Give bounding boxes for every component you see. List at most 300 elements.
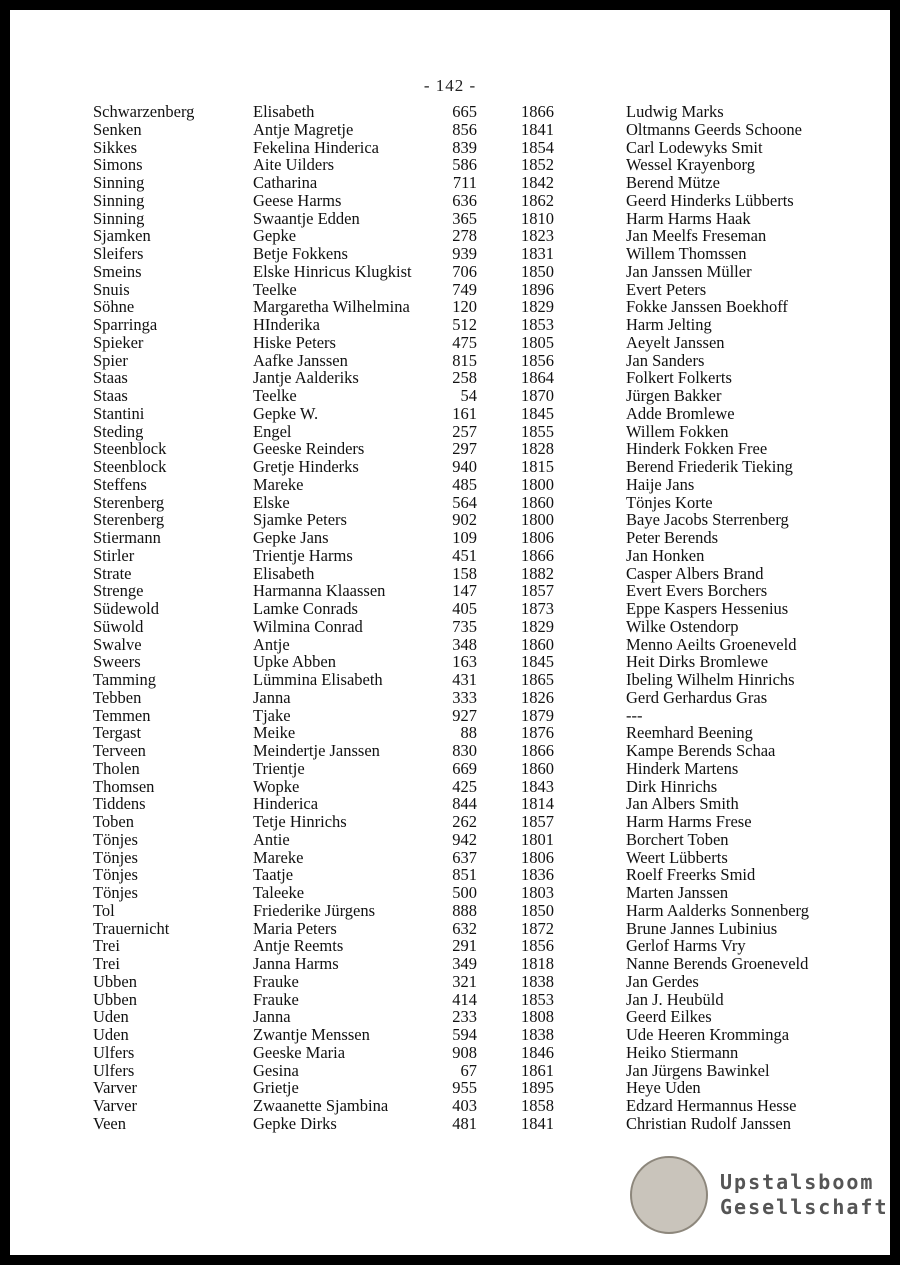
record-spouse: Harm Jelting xyxy=(626,315,712,334)
record-year: 1838 xyxy=(521,1025,554,1044)
record-spouse: Gerlof Harms Vry xyxy=(626,936,746,956)
record-given: Betje Fokkens xyxy=(253,244,348,263)
record-row xyxy=(93,760,853,778)
record-surname: Toben xyxy=(93,812,135,831)
record-row xyxy=(93,529,853,547)
record-surname: Uden xyxy=(93,1025,129,1044)
record-given: Harmanna Klaassen xyxy=(253,581,386,601)
record-given: Antje Magretje xyxy=(253,119,354,139)
record-year: 1866 xyxy=(521,545,554,565)
record-given: Jantje Aalderiks xyxy=(253,368,359,388)
record-spouse: Heye Uden xyxy=(626,1078,701,1098)
record-given: Geeske Maria xyxy=(253,1042,346,1062)
record-spouse: Fokke Janssen Boekhoff xyxy=(626,297,788,317)
record-given: Janna xyxy=(253,687,291,707)
record-surname: Tholen xyxy=(93,758,140,778)
record-row xyxy=(93,1079,853,1097)
record-row xyxy=(93,334,853,352)
record-spouse: Heit Dirks Bromlewe xyxy=(626,652,769,672)
record-year: 1841 xyxy=(521,119,554,139)
record-row xyxy=(93,937,853,955)
record-row xyxy=(93,671,853,689)
record-year: 1876 xyxy=(521,723,554,743)
record-row xyxy=(93,707,853,725)
record-year: 1873 xyxy=(521,599,554,618)
record-number: 594 xyxy=(452,1025,477,1044)
record-surname: Sjamken xyxy=(93,226,151,246)
record-year: 1842 xyxy=(521,173,554,192)
record-spouse: Ludwig Marks xyxy=(626,102,724,121)
record-row xyxy=(93,1062,853,1080)
society-logo xyxy=(630,1156,889,1234)
record-year: 1829 xyxy=(521,616,554,636)
record-given: Taatje xyxy=(253,865,294,885)
record-spouse: Willem Fokken xyxy=(626,421,729,441)
record-given: Aite Uilders xyxy=(253,155,335,175)
record-given: Elisabeth xyxy=(253,102,315,121)
record-spouse: Haije Jans xyxy=(626,474,695,494)
record-spouse: Harm Harms Frese xyxy=(626,812,752,831)
record-year: 1836 xyxy=(521,865,554,885)
record-spouse: Brune Jannes Lubinius xyxy=(626,918,778,938)
record-year: 1801 xyxy=(521,829,554,849)
record-row xyxy=(93,920,853,938)
record-number: 940 xyxy=(452,457,477,476)
record-row xyxy=(93,1115,853,1133)
record-year: 1829 xyxy=(521,297,554,317)
record-year: 1872 xyxy=(521,918,554,938)
record-row xyxy=(93,547,853,565)
record-year: 1879 xyxy=(521,705,554,725)
record-row xyxy=(93,369,853,387)
record-surname: Stantini xyxy=(93,403,145,423)
record-number: 161 xyxy=(452,403,477,423)
record-number: 706 xyxy=(452,261,477,281)
record-row xyxy=(93,902,853,920)
record-row xyxy=(93,1044,853,1062)
record-year: 1828 xyxy=(521,439,554,459)
record-given: Meindertje Janssen xyxy=(253,741,380,760)
record-spouse: Edzard Hermannus Hesse xyxy=(626,1096,797,1115)
record-number: 348 xyxy=(452,634,477,654)
record-spouse: Gerd Gerhardus Gras xyxy=(626,687,768,707)
record-year: 1850 xyxy=(521,261,554,281)
record-number: 665 xyxy=(452,102,477,121)
record-number: 955 xyxy=(452,1078,477,1098)
record-given: Wilmina Conrad xyxy=(253,616,363,636)
record-spouse: Jan Jürgens Bawinkel xyxy=(626,1060,770,1080)
record-year: 1814 xyxy=(521,794,554,814)
record-number: 67 xyxy=(460,1060,477,1080)
page-number: - 142 - xyxy=(423,76,477,95)
record-spouse: Menno Aeilts Groeneveld xyxy=(626,634,797,654)
record-number: 485 xyxy=(452,474,477,494)
record-row xyxy=(93,724,853,742)
logo-text xyxy=(720,1170,889,1220)
record-year: 1845 xyxy=(521,652,554,672)
record-given: Aafke Janssen xyxy=(253,350,348,370)
record-row xyxy=(93,795,853,813)
record-row xyxy=(93,245,853,263)
record-given: Gesina xyxy=(253,1060,299,1080)
record-spouse: Jan J. Heubüld xyxy=(626,989,724,1009)
record-surname: Tönjes xyxy=(93,865,138,885)
record-row xyxy=(93,210,853,228)
record-surname: Veen xyxy=(93,1113,126,1133)
record-row xyxy=(93,227,853,245)
record-row xyxy=(93,653,853,671)
record-year: 1806 xyxy=(521,528,554,547)
record-spouse: Baye Jacobs Sterrenberg xyxy=(626,510,789,530)
record-row xyxy=(93,955,853,973)
record-given: Antie xyxy=(253,829,290,849)
record-number: 586 xyxy=(452,155,477,175)
record-given: Gretje Hinderks xyxy=(253,457,359,476)
record-surname: Spieker xyxy=(93,332,144,352)
record-row xyxy=(93,387,853,405)
record-spouse: Jan Honken xyxy=(626,545,705,565)
record-row xyxy=(93,1008,853,1026)
record-number: 856 xyxy=(452,119,477,139)
record-year: 1845 xyxy=(521,403,554,423)
record-surname: Ulfers xyxy=(93,1060,135,1080)
record-surname: Steding xyxy=(93,421,144,441)
record-surname: Temmen xyxy=(93,705,151,725)
record-year: 1818 xyxy=(521,954,554,973)
record-row xyxy=(93,139,853,157)
record-spouse: Harm Harms Haak xyxy=(626,208,751,228)
record-number: 349 xyxy=(452,954,477,973)
record-given: Gepke xyxy=(253,226,297,246)
record-number: 403 xyxy=(452,1096,477,1115)
record-surname: Tamming xyxy=(93,670,157,689)
record-given: Lamke Conrads xyxy=(253,599,358,618)
record-surname: Sinning xyxy=(93,173,145,192)
record-number: 711 xyxy=(452,173,477,192)
record-spouse: Wilke Ostendorp xyxy=(626,616,739,636)
record-given: Antje xyxy=(253,634,290,654)
record-spouse: Peter Berends xyxy=(626,528,719,547)
record-number: 262 xyxy=(452,812,477,831)
record-spouse: Oltmanns Geerds Schoone xyxy=(626,119,802,139)
record-surname: Stiermann xyxy=(93,528,161,547)
record-spouse: Jan Gerdes xyxy=(626,971,699,991)
record-spouse: Geerd Eilkes xyxy=(626,1007,712,1027)
record-number: 158 xyxy=(452,563,477,583)
record-given: Maria Peters xyxy=(253,918,337,938)
record-year: 1860 xyxy=(521,758,554,778)
record-given: Teelke xyxy=(253,279,297,299)
record-number: 839 xyxy=(452,137,477,157)
record-number: 500 xyxy=(452,883,477,902)
record-given: Teelke xyxy=(253,386,297,405)
seal-icon xyxy=(630,1156,708,1234)
record-surname: Sleifers xyxy=(93,244,144,263)
record-given: Lümmina Elisabeth xyxy=(253,670,383,689)
record-year: 1831 xyxy=(521,244,554,263)
record-surname: Stirler xyxy=(93,545,135,565)
record-list xyxy=(93,103,853,1133)
record-spouse: Jan Sanders xyxy=(626,350,705,370)
record-row xyxy=(93,494,853,512)
record-number: 147 xyxy=(452,581,477,601)
record-spouse: Ude Heeren Kromminga xyxy=(626,1025,790,1044)
record-year: 1852 xyxy=(521,155,554,175)
record-spouse: Christian Rudolf Janssen xyxy=(626,1113,791,1133)
record-number: 564 xyxy=(452,492,477,512)
record-year: 1805 xyxy=(521,332,554,352)
record-number: 431 xyxy=(452,670,477,689)
record-spouse: Marten Janssen xyxy=(626,883,729,902)
record-given: Geeske Reinders xyxy=(253,439,365,459)
record-surname: Uden xyxy=(93,1007,129,1027)
record-given: Geese Harms xyxy=(253,190,342,210)
record-number: 735 xyxy=(452,616,477,636)
record-spouse: Willem Thomssen xyxy=(626,244,747,263)
record-surname: Söhne xyxy=(93,297,135,317)
record-year: 1800 xyxy=(521,510,554,530)
record-row xyxy=(93,778,853,796)
record-year: 1864 xyxy=(521,368,554,388)
record-year: 1862 xyxy=(521,190,554,210)
record-number: 749 xyxy=(452,279,477,299)
record-row xyxy=(93,866,853,884)
record-row xyxy=(93,174,853,192)
record-given: Gepke Dirks xyxy=(253,1113,337,1133)
record-number: 233 xyxy=(452,1007,477,1027)
record-surname: Spier xyxy=(93,350,128,370)
record-surname: Schwarzenberg xyxy=(93,102,195,121)
record-spouse: Adde Bromlewe xyxy=(626,403,735,423)
record-given: Swaantje Edden xyxy=(253,208,360,228)
record-spouse: Eppe Kaspers Hessenius xyxy=(626,599,789,618)
record-given: Zwantje Menssen xyxy=(253,1025,370,1044)
record-spouse: Jan Janssen Müller xyxy=(626,261,752,281)
record-number: 888 xyxy=(452,900,477,920)
record-surname: Trei xyxy=(93,936,120,956)
record-number: 908 xyxy=(452,1042,477,1062)
record-number: 637 xyxy=(452,847,477,867)
record-given: Frauke xyxy=(253,971,299,991)
record-surname: Terveen xyxy=(93,741,146,760)
record-spouse: Weert Lübberts xyxy=(626,847,728,867)
logo-line-2: Gesellschaft xyxy=(720,1195,889,1219)
record-year: 1861 xyxy=(521,1060,554,1080)
record-surname: Snuis xyxy=(93,279,130,299)
record-row xyxy=(93,440,853,458)
record-number: 297 xyxy=(452,439,477,459)
record-surname: Trauernicht xyxy=(93,918,170,938)
record-spouse: Berend Mütze xyxy=(626,173,720,192)
record-number: 291 xyxy=(452,936,477,956)
record-spouse: Harm Aalderks Sonnenberg xyxy=(626,900,809,920)
record-number: 109 xyxy=(452,528,477,547)
record-row xyxy=(93,689,853,707)
record-number: 54 xyxy=(460,386,477,405)
record-surname: Steenblock xyxy=(93,439,167,459)
record-number: 120 xyxy=(452,297,477,317)
record-year: 1803 xyxy=(521,883,554,902)
record-surname: Sinning xyxy=(93,190,145,210)
record-spouse: Borchert Toben xyxy=(626,829,729,849)
record-given: Wopke xyxy=(253,776,300,796)
document-page xyxy=(10,10,890,1255)
logo-line-1: Upstalsboom xyxy=(720,1170,875,1194)
record-spouse: Jürgen Bakker xyxy=(626,386,722,405)
record-surname: Staas xyxy=(93,386,128,405)
record-number: 902 xyxy=(452,510,477,530)
record-given: Margaretha Wilhelmina xyxy=(253,297,410,317)
record-row xyxy=(93,156,853,174)
record-surname: Steenblock xyxy=(93,457,167,476)
record-given: Hinderica xyxy=(253,794,319,814)
record-number: 844 xyxy=(452,794,477,814)
record-surname: Varver xyxy=(93,1096,137,1115)
record-year: 1866 xyxy=(521,102,554,121)
record-year: 1896 xyxy=(521,279,554,299)
record-surname: Swalve xyxy=(93,634,142,654)
record-surname: Sterenberg xyxy=(93,492,165,512)
record-row xyxy=(93,263,853,281)
record-year: 1855 xyxy=(521,421,554,441)
record-number: 88 xyxy=(460,723,477,743)
record-surname: Steffens xyxy=(93,474,147,494)
record-given: Frauke xyxy=(253,989,299,1009)
record-year: 1857 xyxy=(521,581,554,601)
record-number: 942 xyxy=(452,829,477,849)
record-surname: Ulfers xyxy=(93,1042,135,1062)
record-number: 258 xyxy=(452,368,477,388)
record-given: Elisabeth xyxy=(253,563,315,583)
record-spouse: Casper Albers Brand xyxy=(626,563,764,583)
record-number: 815 xyxy=(452,350,477,370)
record-year: 1870 xyxy=(521,386,554,405)
record-spouse: Heiko Stiermann xyxy=(626,1042,739,1062)
record-spouse: Wessel Krayenborg xyxy=(626,155,755,175)
record-year: 1860 xyxy=(521,492,554,512)
record-year: 1853 xyxy=(521,989,554,1009)
record-row xyxy=(93,849,853,867)
record-number: 475 xyxy=(452,332,477,352)
record-spouse: Tönjes Korte xyxy=(626,492,713,512)
record-year: 1856 xyxy=(521,350,554,370)
record-spouse: Dirk Hinrichs xyxy=(626,776,718,796)
record-year: 1826 xyxy=(521,687,554,707)
record-year: 1810 xyxy=(521,208,554,228)
record-surname: Staas xyxy=(93,368,128,388)
record-spouse: Carl Lodewyks Smit xyxy=(626,137,763,157)
record-spouse: Folkert Folkerts xyxy=(626,368,732,388)
record-number: 405 xyxy=(452,599,477,618)
record-spouse: Jan Albers Smith xyxy=(626,794,739,814)
record-spouse: Aeyelt Janssen xyxy=(626,332,725,352)
record-surname: Thomsen xyxy=(93,776,155,796)
record-year: 1860 xyxy=(521,634,554,654)
record-given: Hiske Peters xyxy=(253,332,336,352)
record-year: 1882 xyxy=(521,563,554,583)
record-surname: Sweers xyxy=(93,652,141,672)
record-surname: Tebben xyxy=(93,687,142,707)
record-row xyxy=(93,565,853,583)
record-surname: Tol xyxy=(93,900,115,920)
record-year: 1846 xyxy=(521,1042,554,1062)
record-number: 257 xyxy=(452,421,477,441)
record-row xyxy=(93,582,853,600)
record-given: Tjake xyxy=(253,705,291,725)
record-given: Trientje Harms xyxy=(253,545,353,565)
record-given: Mareke xyxy=(253,847,304,867)
record-spouse: Geerd Hinderks Lübberts xyxy=(626,190,794,210)
record-given: HInderika xyxy=(253,315,320,334)
record-number: 939 xyxy=(452,244,477,263)
record-number: 851 xyxy=(452,865,477,885)
record-row xyxy=(93,511,853,529)
record-row xyxy=(93,973,853,991)
record-number: 425 xyxy=(452,776,477,796)
record-number: 481 xyxy=(452,1113,477,1133)
record-year: 1895 xyxy=(521,1078,554,1098)
record-surname: Strenge xyxy=(93,581,144,601)
record-number: 512 xyxy=(452,315,477,334)
record-year: 1800 xyxy=(521,474,554,494)
record-number: 333 xyxy=(452,687,477,707)
record-surname: Trei xyxy=(93,954,120,973)
record-year: 1865 xyxy=(521,670,554,689)
record-year: 1866 xyxy=(521,741,554,760)
record-spouse: Roelf Freerks Smid xyxy=(626,865,756,885)
record-spouse: Nanne Berends Groeneveld xyxy=(626,954,809,973)
record-surname: Varver xyxy=(93,1078,137,1098)
record-given: Fekelina Hinderica xyxy=(253,137,379,157)
record-number: 278 xyxy=(452,226,477,246)
record-row xyxy=(93,423,853,441)
record-row xyxy=(93,636,853,654)
record-given: Janna xyxy=(253,1007,291,1027)
record-surname: Süwold xyxy=(93,616,144,636)
record-given: Zwaanette Sjambina xyxy=(253,1096,389,1115)
record-row xyxy=(93,121,853,139)
record-given: Gepke W. xyxy=(253,403,319,423)
record-spouse: Hinderk Fokken Free xyxy=(626,439,768,459)
record-spouse: Evert Evers Borchers xyxy=(626,581,768,601)
record-row xyxy=(93,618,853,636)
record-surname: Sparringa xyxy=(93,315,158,334)
record-row xyxy=(93,298,853,316)
record-year: 1843 xyxy=(521,776,554,796)
record-row xyxy=(93,813,853,831)
record-row xyxy=(93,742,853,760)
record-surname: Tönjes xyxy=(93,829,138,849)
record-given: Trientje xyxy=(253,758,305,778)
record-given: Antje Reemts xyxy=(253,936,344,956)
record-surname: Sikkes xyxy=(93,137,138,157)
record-row xyxy=(93,600,853,618)
record-spouse: --- xyxy=(626,705,643,725)
record-year: 1838 xyxy=(521,971,554,991)
record-year: 1853 xyxy=(521,315,554,334)
record-year: 1856 xyxy=(521,936,554,956)
record-given: Friederike Jürgens xyxy=(253,900,376,920)
record-row xyxy=(93,458,853,476)
record-spouse: Evert Peters xyxy=(626,279,707,299)
record-number: 830 xyxy=(452,741,477,760)
record-row xyxy=(93,476,853,494)
record-given: Taleeke xyxy=(253,883,305,902)
record-row xyxy=(93,281,853,299)
record-surname: Senken xyxy=(93,119,142,139)
record-spouse: Reemhard Beening xyxy=(626,723,753,743)
record-row xyxy=(93,316,853,334)
